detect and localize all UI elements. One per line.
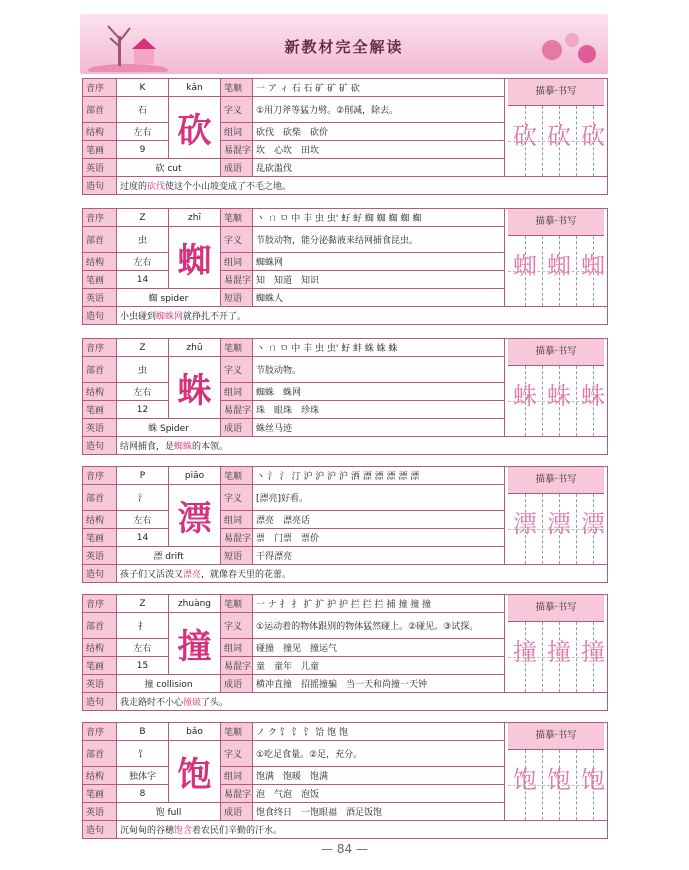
jiegou-value: 左右 [117, 511, 169, 529]
english-value: 饱 full [117, 803, 221, 821]
practice-header: 描摹·书写 [508, 209, 604, 236]
label-bushou: 部首 [83, 357, 117, 383]
sentence-highlight: 饱含 [174, 826, 193, 836]
label-yihunzi: 易混字 [221, 529, 253, 547]
trace-character: 漂 [547, 510, 571, 538]
label-jiegou: 结构 [83, 253, 117, 271]
practice-grid [508, 366, 604, 436]
label-zaoju: 造句 [83, 307, 117, 325]
stroke-order: ノ ク 饣 饣 饣 饸 饱 饱 [253, 723, 505, 741]
trace-character: 砍 [581, 122, 605, 150]
main-character-glyph: 砍 [177, 111, 212, 151]
bushou-value: 扌 [117, 613, 169, 639]
jiegou-value: 左右 [117, 383, 169, 401]
sentence-text: 沉甸甸的谷穗 [120, 826, 175, 836]
label-yinxu: 音序 [83, 467, 117, 485]
stroke-order: 丶 氵 氵 汀 沪 沪 沪 沪 洒 漂 漂 漂 漂 漂 [253, 467, 505, 485]
label-yinxu: 音序 [83, 79, 117, 97]
pinyin-value: zhī [169, 209, 221, 227]
jiegou-value: 左右 [117, 253, 169, 271]
page-number: — 84 — [321, 842, 368, 856]
english-value: 蜘 spider [117, 289, 221, 307]
label-yingyu: 英语 [83, 289, 117, 307]
meaning: ①运动着的物体跟别的物体猛然碰上。②碰见。③试探。 [253, 613, 505, 639]
trace-character: 饱 [547, 766, 571, 794]
bihua-value: 9 [117, 141, 169, 159]
stroke-order: 丶 ㄇ ㅁ 中 丰 虫 虫' 虸 虸 蜘 蜘 蜘 蜘 蜘 [253, 209, 505, 227]
bushou-value: 虫 [117, 357, 169, 383]
practice-header: 描摹·书写 [508, 79, 604, 106]
sentence-text: 就挣扎不开了。 [183, 312, 247, 322]
label-bushou: 部首 [83, 741, 117, 767]
meaning: 节肢动物，能分泌黏液来结网捕食昆虫。 [253, 227, 505, 253]
practice-area [505, 723, 608, 821]
word-combos: 漂亮 漂亮话 [253, 511, 505, 529]
idiom-value: 蛛丝马迹 [253, 419, 505, 437]
sentence-text: 使这个小山坡变成了不毛之地。 [165, 182, 292, 192]
trace-character: 蜘 [513, 252, 537, 280]
label-zaoju: 造句 [83, 177, 117, 195]
main-character [169, 357, 221, 419]
trace-character: 撞 [581, 638, 605, 666]
yinxu-value: Z [117, 595, 169, 613]
english-value: 撞 collision [117, 675, 221, 693]
trace-character: 蛛 [581, 382, 605, 410]
label-yihunzi: 易混字 [221, 401, 253, 419]
confusable-chars: 票 门票 票价 [253, 529, 505, 547]
sentence-highlight: 蜘蛛 [174, 442, 193, 452]
label-zaoju: 造句 [83, 565, 117, 583]
label-zaoju: 造句 [83, 693, 117, 711]
character-table [82, 594, 608, 711]
label-yingyu: 英语 [83, 675, 117, 693]
practice-header: 描摹·书写 [508, 339, 604, 366]
sentence-text: 的本领。 [192, 442, 229, 452]
label-zaoju: 造句 [83, 437, 117, 455]
label-jiegou: 结构 [83, 383, 117, 401]
main-character-glyph: 撞 [177, 627, 212, 667]
label-yihunzi: 易混字 [221, 785, 253, 803]
idiom-value: 饱食终日 一饱眼福 酒足饭饱 [253, 803, 505, 821]
example-sentence [117, 177, 608, 195]
label-ziyi: 字义 [221, 741, 253, 767]
trace-character: 饱 [513, 766, 537, 794]
label-zuci: 组词 [221, 767, 253, 785]
character-table [82, 338, 608, 455]
character-card [82, 78, 608, 195]
example-sentence [117, 821, 608, 839]
label-idiom: 短语 [221, 289, 253, 307]
practice-area [505, 467, 608, 565]
character-card [82, 722, 608, 839]
main-character-glyph: 漂 [177, 499, 212, 539]
meaning: 节肢动物。 [253, 357, 505, 383]
trace-character: 蛛 [513, 382, 537, 410]
example-sentence [117, 565, 608, 583]
idiom-value: 横冲直撞 招摇撞骗 当一天和尚撞一天钟 [253, 675, 505, 693]
label-bishun: 笔顺 [221, 339, 253, 357]
label-bishun: 笔顺 [221, 723, 253, 741]
label-jiegou: 结构 [83, 767, 117, 785]
label-bushou: 部首 [83, 613, 117, 639]
label-yihunzi: 易混字 [221, 657, 253, 675]
word-combos: 饱满 饱暖 饱满 [253, 767, 505, 785]
bihua-value: 14 [117, 271, 169, 289]
bihua-value: 8 [117, 785, 169, 803]
yinxu-value: Z [117, 209, 169, 227]
practice-grid [508, 494, 604, 564]
character-card [82, 338, 608, 455]
practice-area [505, 339, 608, 437]
main-character [169, 227, 221, 289]
label-bishun: 笔顺 [221, 209, 253, 227]
label-yingyu: 英语 [83, 419, 117, 437]
stroke-order: 一 ナ 扌 扌 扩 扩 护 护 拦 拦 拦 捕 撞 撞 撞 [253, 595, 505, 613]
main-character-glyph: 蛛 [177, 371, 212, 411]
english-value: 漂 drift [117, 547, 221, 565]
example-sentence [117, 307, 608, 325]
main-character-glyph: 饱 [177, 755, 212, 795]
confusable-chars: 珠 眼珠 珍珠 [253, 401, 505, 419]
idiom-value: 蜘蛛人 [253, 289, 505, 307]
pinyin-value: bǎo [169, 723, 221, 741]
label-bihua: 笔画 [83, 657, 117, 675]
label-zuci: 组词 [221, 511, 253, 529]
label-yingyu: 英语 [83, 547, 117, 565]
label-zuci: 组词 [221, 383, 253, 401]
character-table [82, 208, 608, 325]
label-idiom: 成语 [221, 419, 253, 437]
yinxu-value: K [117, 79, 169, 97]
confusable-chars: 坎 心坎 田坎 [253, 141, 505, 159]
sentence-text: 过度的 [120, 182, 148, 192]
bihua-value: 14 [117, 529, 169, 547]
trace-character: 蜘 [581, 252, 605, 280]
label-yinxu: 音序 [83, 723, 117, 741]
bihua-value: 15 [117, 657, 169, 675]
sentence-text: 孩子们又活泼又 [120, 570, 184, 580]
label-zuci: 组词 [221, 253, 253, 271]
practice-area [505, 79, 608, 177]
label-ziyi: 字义 [221, 227, 253, 253]
yinxu-value: B [117, 723, 169, 741]
label-zuci: 组词 [221, 639, 253, 657]
label-jiegou: 结构 [83, 639, 117, 657]
meaning: ①吃足食量。②足，充分。 [253, 741, 505, 767]
header-banner [80, 14, 608, 74]
label-yinxu: 音序 [83, 595, 117, 613]
character-card [82, 466, 608, 583]
label-yihunzi: 易混字 [221, 141, 253, 159]
label-ziyi: 字义 [221, 613, 253, 639]
label-bushou: 部首 [83, 97, 117, 123]
main-character [169, 97, 221, 159]
main-character [169, 613, 221, 675]
practice-grid [508, 106, 604, 176]
yinxu-value: P [117, 467, 169, 485]
main-character [169, 741, 221, 803]
bushou-value: 石 [117, 97, 169, 123]
label-idiom: 成语 [221, 803, 253, 821]
label-yihunzi: 易混字 [221, 271, 253, 289]
label-idiom: 成语 [221, 159, 253, 177]
bushou-value: 饣 [117, 741, 169, 767]
sentence-text: 结网捕食，是 [120, 442, 175, 452]
label-zuci: 组词 [221, 123, 253, 141]
english-value: 蛛 Spider [117, 419, 221, 437]
label-bihua: 笔画 [83, 529, 117, 547]
character-table [82, 722, 608, 839]
practice-header: 描摹·书写 [508, 467, 604, 494]
trace-character: 撞 [513, 638, 537, 666]
main-character [169, 485, 221, 547]
pinyin-value: zhū [169, 339, 221, 357]
bushou-value: 氵 [117, 485, 169, 511]
yinxu-value: Z [117, 339, 169, 357]
idiom-value: 干得漂亮 [253, 547, 505, 565]
label-bushou: 部首 [83, 227, 117, 253]
label-zaoju: 造句 [83, 821, 117, 839]
jiegou-value: 独体字 [117, 767, 169, 785]
label-idiom: 成语 [221, 675, 253, 693]
label-yingyu: 英语 [83, 159, 117, 177]
label-bihua: 笔画 [83, 401, 117, 419]
label-yinxu: 音序 [83, 209, 117, 227]
practice-area [505, 209, 608, 307]
label-ziyi: 字义 [221, 357, 253, 383]
pinyin-value: piāo [169, 467, 221, 485]
label-bishun: 笔顺 [221, 467, 253, 485]
sentence-text: 我走路时不小心 [120, 698, 184, 708]
label-idiom: 短语 [221, 547, 253, 565]
example-sentence [117, 437, 608, 455]
word-combos: 蜘蛛网 [253, 253, 505, 271]
stroke-order: 丶 ㄇ ㅁ 中 丰 虫 虫' 虸 蚌 蛛 蛛 蛛 [253, 339, 505, 357]
trace-character: 漂 [513, 510, 537, 538]
label-ziyi: 字义 [221, 485, 253, 511]
word-combos: 碰撞 撞见 撞运气 [253, 639, 505, 657]
trace-character: 漂 [581, 510, 605, 538]
bihua-value: 12 [117, 401, 169, 419]
practice-grid [508, 236, 604, 306]
confusable-chars: 知 知道 知识 [253, 271, 505, 289]
example-sentence [117, 693, 608, 711]
sentence-text: 了头。 [201, 698, 229, 708]
practice-grid [508, 750, 604, 820]
word-combos: 砍伐 砍柴 砍价 [253, 123, 505, 141]
confusable-chars: 泡 气泡 泡饭 [253, 785, 505, 803]
label-bushou: 部首 [83, 485, 117, 511]
sentence-highlight: 漂亮 [183, 570, 202, 580]
practice-grid [508, 622, 604, 692]
label-bishun: 笔顺 [221, 79, 253, 97]
trace-character: 砍 [513, 122, 537, 150]
label-yinxu: 音序 [83, 339, 117, 357]
label-bishun: 笔顺 [221, 595, 253, 613]
practice-area [505, 595, 608, 693]
sentence-highlight: 砍伐 [147, 182, 166, 192]
label-bihua: 笔画 [83, 271, 117, 289]
pinyin-value: zhuàng [169, 595, 221, 613]
practice-header: 描摹·书写 [508, 723, 604, 750]
character-table [82, 78, 608, 195]
meaning: [漂亮]好看。 [253, 485, 505, 511]
trace-character: 撞 [547, 638, 571, 666]
jiegou-value: 左右 [117, 639, 169, 657]
character-card [82, 208, 608, 325]
sentence-text: 着农民们辛勤的汗水。 [192, 826, 283, 836]
trace-character: 蜘 [547, 252, 571, 280]
meaning: ①用刀斧等猛力劈。②削减，除去。 [253, 97, 505, 123]
stroke-order: 一 ア ィ 石 石 矿 矿 矿 砍 [253, 79, 505, 97]
label-jiegou: 结构 [83, 511, 117, 529]
sentence-text: ，就像春天里的花蕾。 [201, 570, 292, 580]
page-title: 新教材完全解读 [284, 38, 404, 56]
sentence-highlight: 蜘蛛网 [156, 312, 184, 322]
label-ziyi: 字义 [221, 97, 253, 123]
main-character-glyph: 蜘 [177, 241, 212, 281]
character-card [82, 594, 608, 711]
label-bihua: 笔画 [83, 141, 117, 159]
label-jiegou: 结构 [83, 123, 117, 141]
idiom-value: 乱砍滥伐 [253, 159, 505, 177]
sentence-highlight: 撞破 [183, 698, 202, 708]
bushou-value: 虫 [117, 227, 169, 253]
sentence-text: 小虫碰到 [120, 312, 157, 322]
confusable-chars: 童 童年 儿童 [253, 657, 505, 675]
label-bihua: 笔画 [83, 785, 117, 803]
trace-character: 饱 [581, 766, 605, 794]
trace-character: 砍 [547, 122, 571, 150]
word-combos: 蜘蛛 蛛网 [253, 383, 505, 401]
english-value: 砍 cut [117, 159, 221, 177]
label-yingyu: 英语 [83, 803, 117, 821]
character-table [82, 466, 608, 583]
jiegou-value: 左右 [117, 123, 169, 141]
practice-header: 描摹·书写 [508, 595, 604, 622]
pinyin-value: kǎn [169, 79, 221, 97]
trace-character: 蛛 [547, 382, 571, 410]
